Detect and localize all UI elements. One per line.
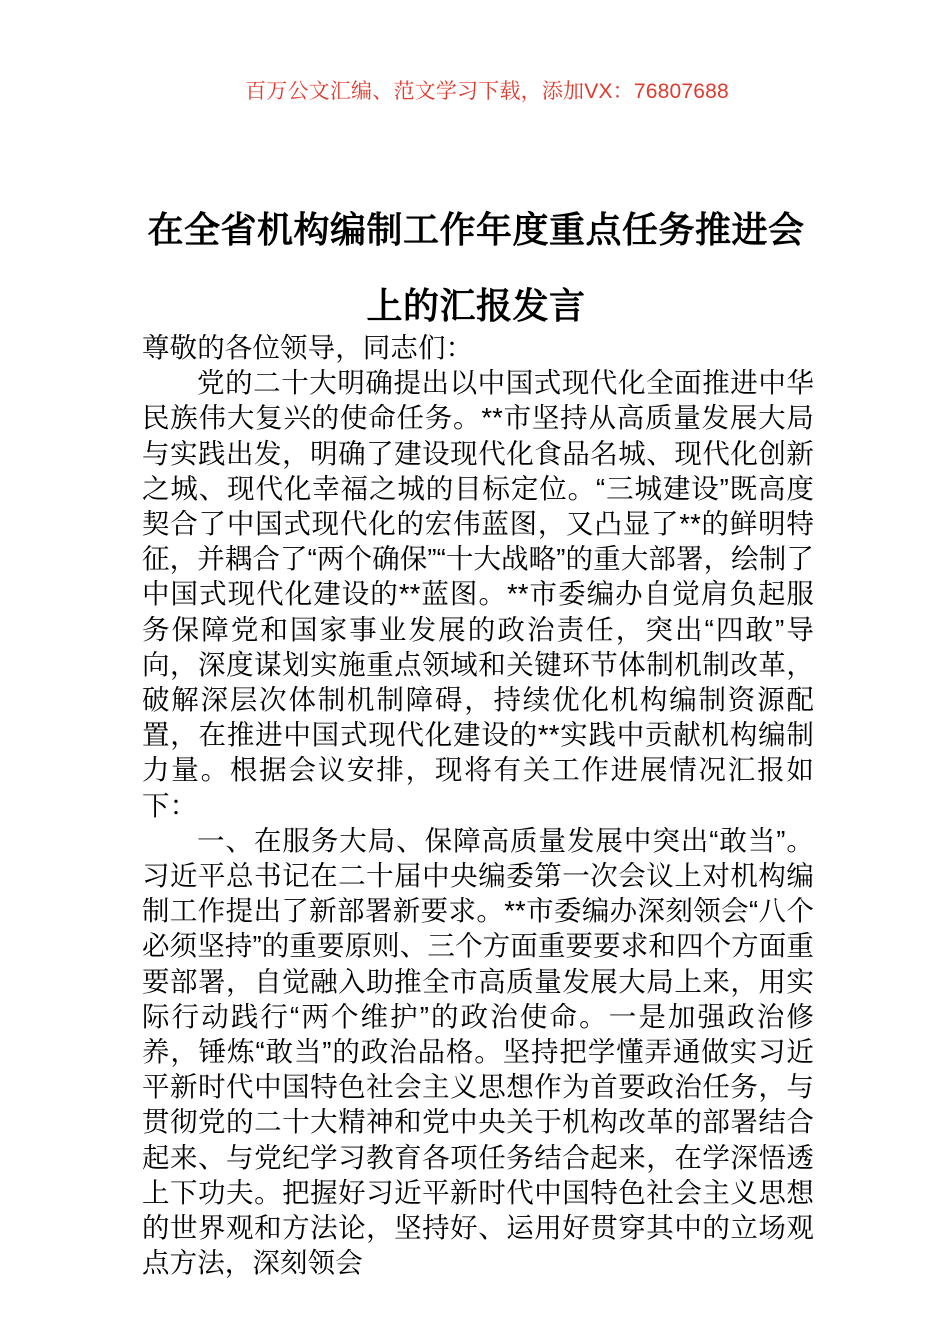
- paragraph-opening: 党的二十大明确提出以中国式现代化全面推进中华民族伟大复兴的使命任务。**市坚持从高质量发展大局与实践出发，明确了建设现代化食品名城、现代化创新之城、现代化幸福之城的目标定位。“三城建设”既高度契合了中国式现代化的宏伟蓝图，又凸显了**的鲜明特征，并耦合了“两个确保”“十大战略”的重大部署，绘制了中国式现代化建设的**蓝图。**市委编办自觉肩负起服务保障党和国家事业发展的政治责任，突出“四敢”导向，深度谋划实施重点领域和关键环节体制机制改革，破解深层次体制机制障碍，持续优化机构编制资源配置，在推进中国式现代化建设的**实践中贡献机构编制力量。根据会议安排，现将有关工作进展情况汇报如下：: [142, 367, 814, 821]
- paragraph-salutation: 尊敬的各位领导，同志们：: [142, 332, 474, 363]
- paragraph-section-one: 一、在服务大局、保障高质量发展中突出“敢当”。习近平总书记在二十届中央编委第一次会议上对机构编制工作提出了新部署新要求。**市委编办深刻领会“八个必须坚持”的重要原则、三个方面重要要求和四个方面重要部署，自觉融入助推全市高质量发展大局上来，用实际行动践行“两个维护”的政治使命。一是加强政治修养，锤炼“敢当”的政治品格。坚持把学懂弄通做实习近平新时代中国特色社会主义思想作为首要政治任务，与贯彻党的二十大精神和党中央关于机构改革的部署结合起来、与党纪学习教育各项任务结合起来，在学深悟透上下功夫。把握好习近平新时代中国特色社会主义思想的世界观和方法论，坚持好、运用好贯穿其中的立场观点方法，深刻领会: [142, 824, 814, 1279]
- page-title: 在全省机构编制工作年度重点任务推进会上的汇报发言: [147, 209, 805, 327]
- document-body: [142, 330, 814, 1280]
- promo-header-banner: [0, 78, 950, 106]
- promo-header-text: 百万公文汇编、范文学习下载，添加VX：76807688: [245, 80, 729, 103]
